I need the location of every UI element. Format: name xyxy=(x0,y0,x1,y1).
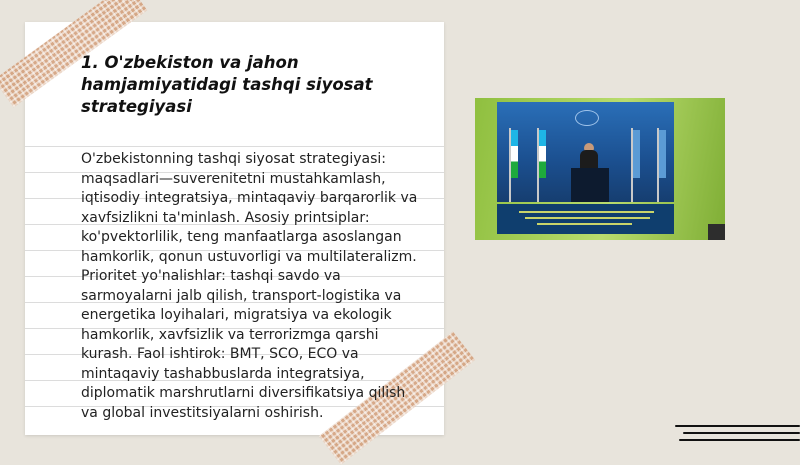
un-assembly-speech-photo xyxy=(475,98,725,240)
decorative-line xyxy=(675,425,800,427)
uzbekistan-flag-icon xyxy=(511,130,518,178)
slide-title: 1. O'zbekiston va jahon hamjamiyatidagi tashqi siyosat strategiyasi xyxy=(81,53,373,116)
un-emblem-icon xyxy=(575,110,599,126)
slide-body-text: O'zbekistonning tashqi siyosat strategiyasi: maqsadlari—suverenitetni mustahkamlash, iqtisodiy integratsiya, mintaqaviy barqarorlik va xavfsizlikni ta'minlash. Asosiy printsiplar: ko'pvektorlilik, teng manfaatlarga asoslangan hamkorlik, qonun ustuvorligi va multilateralizm. Prioritet yo'nalishlar: tashqi savdo va sarmoyalarni jalb qilish, transport-logistika va energetika loyihalari, migratsiya va ekologik hamkorlik, xavfsizlik va terrorizmga qarshi kurash. Faol ishtirok: BMT, SCO, ECO va mintaqaviy tashabbuslarda integratsiya, diplomatik marshrutlarni diversifikatsiya qilish va global investitsiyalarni oshirish. xyxy=(81,151,418,421)
speaker-figure xyxy=(580,150,598,170)
paper-rule-line xyxy=(25,146,444,147)
podium xyxy=(571,168,609,202)
uzbekistan-flag-icon xyxy=(539,130,546,178)
decorative-line xyxy=(679,439,800,441)
photo-caption-bar xyxy=(497,204,674,234)
un-flag-icon xyxy=(633,130,640,178)
photo-corner xyxy=(708,224,725,240)
decorative-line xyxy=(683,432,800,434)
photo-screen xyxy=(497,102,674,202)
un-flag-icon xyxy=(659,130,666,178)
